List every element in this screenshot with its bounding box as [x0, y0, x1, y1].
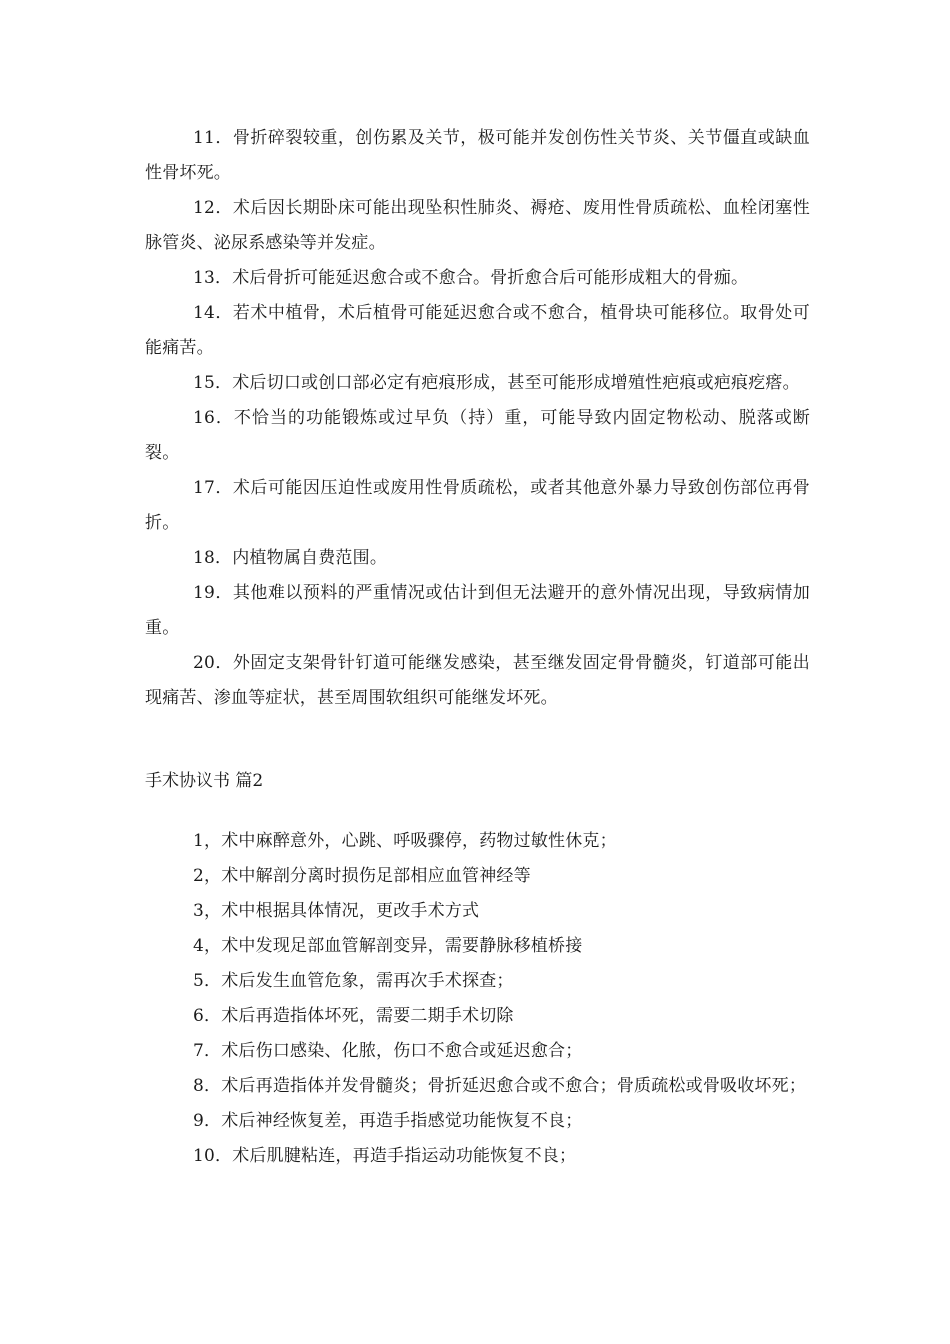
list-item: 17．术后可能因压迫性或废用性骨质疏松，或者其他意外暴力导致创伤部位再骨折。	[145, 478, 810, 533]
list-item: 12．术后因长期卧床可能出现坠积性肺炎、褥疮、废用性骨质疏松、血栓闭塞性脉管炎、泌尿系感染等并发症。	[145, 198, 810, 253]
list-item: 8．术后再造指体并发骨髓炎；骨折延迟愈合或不愈合；骨质疏松或骨吸收坏死；	[193, 1076, 807, 1096]
list-item: 7．术后伤口感染、化脓，伤口不愈合或延迟愈合；	[193, 1041, 583, 1061]
list-item: 1，术中麻醉意外，心跳、呼吸骤停，药物过敏性休克；	[193, 831, 617, 851]
list-item: 14．若术中植骨，术后植骨可能延迟愈合或不愈合，植骨块可能移位。取骨处可能痛苦。	[145, 303, 810, 358]
list-item: 20．外固定支架骨针钉道可能继发感染，甚至继发固定骨骨髓炎，钉道部可能出现痛苦、渗血等症状，甚至周围软组织可能继发坏死。	[145, 653, 810, 708]
section-1-list	[145, 121, 810, 716]
section-2-list	[145, 824, 810, 1174]
list-item: 9．术后神经恢复差，再造手指感觉功能恢复不良；	[193, 1111, 583, 1131]
list-item: 11．骨折碎裂较重，创伤累及关节，极可能并发创伤性关节炎、关节僵直或缺血性骨坏死。	[145, 128, 810, 183]
list-item: 13．术后骨折可能延迟愈合或不愈合。骨折愈合后可能形成粗大的骨痂。	[193, 268, 749, 288]
list-item: 2，术中解剖分离时损伤足部相应血管神经等	[193, 866, 531, 886]
list-item: 15．术后切口或创口部必定有疤痕形成，甚至可能形成增殖性疤痕或疤痕疙瘩。	[193, 373, 800, 393]
list-item: 3，术中根据具体情况，更改手术方式	[193, 901, 480, 921]
list-item: 5．术后发生血管危象，需再次手术探查；	[193, 971, 514, 991]
list-item: 4，术中发现足部血管解剖变异，需要静脉移植桥接	[193, 936, 583, 956]
list-item: 19．其他难以预料的严重情况或估计到但无法避开的意外情况出现，导致病情加重。	[145, 583, 810, 638]
list-item: 18．内植物属自费范围。	[193, 548, 388, 568]
list-item: 16．不恰当的功能锻炼或过早负（持）重，可能导致内固定物松动、脱落或断裂。	[145, 408, 810, 463]
section-heading: 手术协议书 篇2	[145, 771, 264, 791]
list-item: 10．术后肌腱粘连，再造手指运动功能恢复不良；	[193, 1146, 577, 1166]
list-item: 6．术后再造指体坏死，需要二期手术切除	[193, 1006, 514, 1026]
